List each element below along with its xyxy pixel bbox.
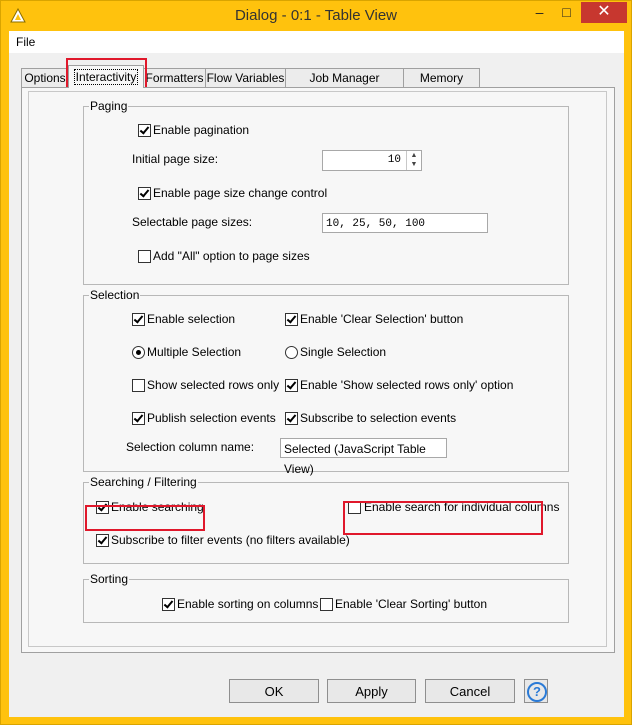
apply-button[interactable]: Apply <box>327 679 416 703</box>
enable-pagination-label: Enable pagination <box>153 123 250 137</box>
initial-page-size-label: Initial page size: <box>132 152 219 166</box>
ok-button[interactable]: OK <box>229 679 319 703</box>
publish-selection-events-checkbox[interactable] <box>132 412 145 425</box>
enable-clear-selection-label: Enable 'Clear Selection' button <box>300 312 464 326</box>
single-selection-radio[interactable] <box>285 346 298 359</box>
show-selected-rows-only-checkbox[interactable] <box>132 379 145 392</box>
initial-page-size-spinner[interactable] <box>322 150 422 171</box>
title-bar[interactable] <box>1 1 631 31</box>
help-button[interactable] <box>524 679 548 703</box>
cancel-button[interactable]: Cancel <box>425 679 515 703</box>
close-button[interactable]: ✕ <box>581 2 627 23</box>
enable-clear-selection-checkbox[interactable] <box>285 313 298 326</box>
tab-memory-policy[interactable]: Memory <box>403 68 480 87</box>
enable-selection-label: Enable selection <box>147 312 236 326</box>
tab-job-manager-selection[interactable]: Job Manager <box>285 68 404 87</box>
enable-searching-label: Enable searching <box>111 500 204 514</box>
add-all-option-checkbox[interactable] <box>138 250 151 263</box>
subscribe-selection-events-checkbox[interactable] <box>285 412 298 425</box>
paging-group <box>83 99 569 285</box>
selectable-page-sizes-input[interactable]: 10, 25, 50, 100 <box>322 213 488 233</box>
multiple-selection-label: Multiple Selection <box>147 345 242 359</box>
highlight-search-individual-columns <box>343 501 543 535</box>
enable-search-individual-columns-label: Enable search for individual columns <box>364 500 560 514</box>
maximize-button[interactable]: □ <box>562 4 571 20</box>
interactivity-panel <box>21 87 615 653</box>
panel-inner-border <box>28 91 607 647</box>
highlight-enable-searching <box>85 505 205 531</box>
enable-page-size-change-label: Enable page size change control <box>153 186 328 200</box>
enable-selection-checkbox[interactable] <box>132 313 145 326</box>
sorting-legend: Sorting <box>90 572 129 586</box>
subscribe-filter-events-checkbox[interactable] <box>96 534 109 547</box>
subscribe-selection-events-label: Subscribe to selection events <box>300 411 457 425</box>
tab-interactivity[interactable] <box>68 65 144 88</box>
show-selected-rows-only-label: Show selected rows only <box>147 378 280 392</box>
enable-sorting-checkbox[interactable] <box>162 598 175 611</box>
enable-page-size-change-checkbox[interactable] <box>138 187 151 200</box>
initial-page-size-value: 10 <box>387 154 401 166</box>
selection-legend: Selection <box>90 288 140 302</box>
tab-options[interactable]: Options <box>21 68 69 87</box>
enable-clear-sorting-checkbox[interactable] <box>320 598 333 611</box>
publish-selection-events-label: Publish selection events <box>147 411 276 425</box>
selection-group <box>83 288 569 476</box>
enable-sorting-label: Enable sorting on columns <box>177 597 319 611</box>
searching-filtering-legend: Searching / Filtering <box>90 475 197 489</box>
subscribe-filter-events-label: Subscribe to filter events (no filters available) <box>111 533 350 547</box>
enable-show-selected-rows-option-checkbox[interactable] <box>285 379 298 392</box>
help-icon: ? <box>527 682 547 702</box>
spinner-arrows-icon[interactable]: ▲ ▼ <box>406 151 421 170</box>
menu-bar <box>9 31 624 53</box>
single-selection-label: Single Selection <box>300 345 387 359</box>
selection-column-name-input[interactable]: Selected (JavaScript Table View) <box>280 438 447 458</box>
tab-formatters[interactable]: Formatters <box>143 68 206 87</box>
tab-interactivity-label: Interactivity <box>75 70 137 84</box>
tab-flow-variables[interactable]: Flow Variables <box>205 68 286 87</box>
selection-column-name-label: Selection column name: <box>126 440 255 454</box>
enable-show-selected-rows-option-label: Enable 'Show selected rows only' option <box>300 378 514 392</box>
enable-clear-sorting-label: Enable 'Clear Sorting' button <box>335 597 488 611</box>
menu-file[interactable]: File <box>16 35 36 49</box>
selectable-page-sizes-label: Selectable page sizes: <box>132 215 253 229</box>
sorting-group <box>83 572 569 623</box>
window-title: Dialog - 0:1 - Table View <box>234 7 398 24</box>
enable-pagination-checkbox[interactable] <box>138 124 151 137</box>
add-all-option-label: Add "All" option to page sizes <box>153 249 310 263</box>
multiple-selection-radio[interactable] <box>132 346 145 359</box>
paging-legend: Paging <box>90 99 128 113</box>
dialog-client-area <box>9 31 624 717</box>
minimize-button[interactable]: – <box>535 4 544 20</box>
